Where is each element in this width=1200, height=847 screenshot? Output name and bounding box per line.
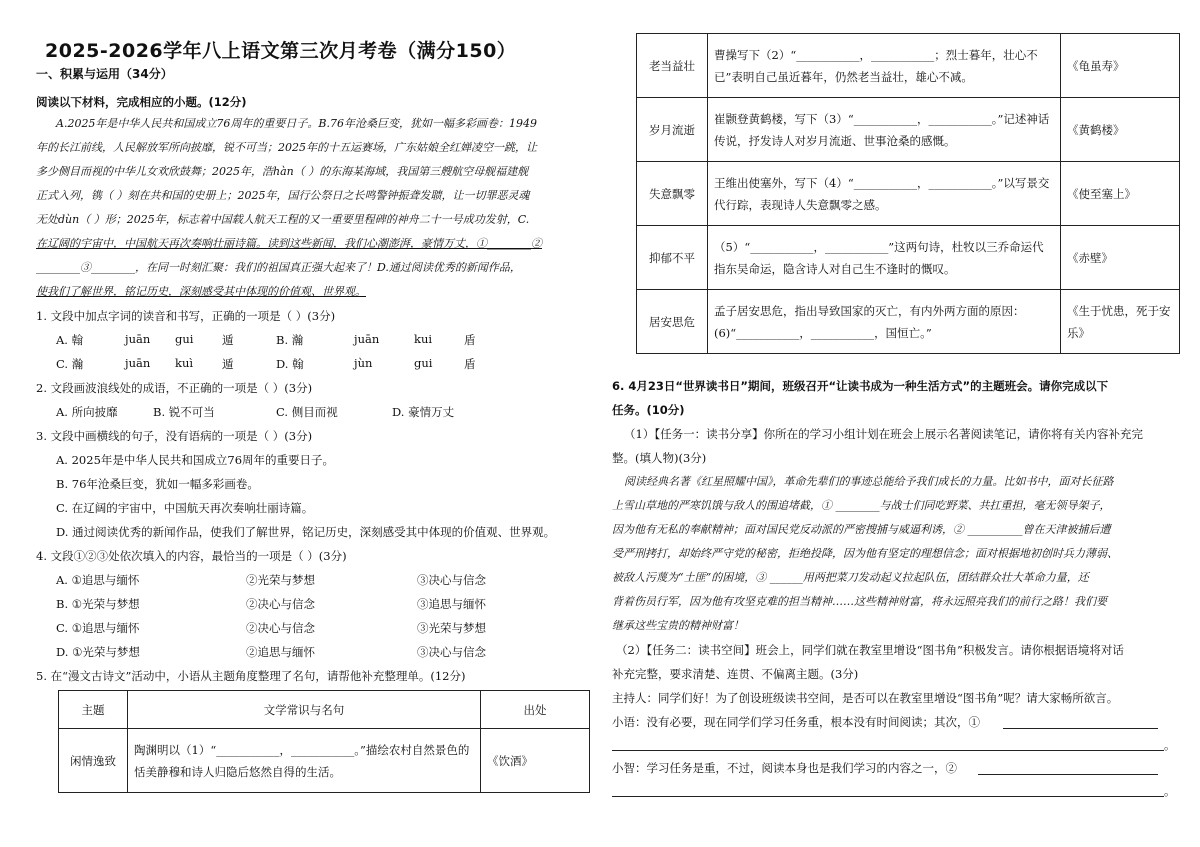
question-5-stem: 5. 在“漫文古诗文”活动中，小语从主题角度整理了名句，请帮他补充整理单。(12分) — [36, 669, 466, 683]
q3-option[interactable]: C. 在辽阔的宇宙中，中国航天再次奏响壮丽诗篇。 — [56, 501, 314, 515]
question-4-stem: 4. 文段①②③处依次填入的内容，最恰当的一项是（ ）(3分) — [36, 549, 347, 563]
table-source: 《黄鹤楼》 — [1061, 98, 1180, 162]
table-header: 文学常识与名句 — [128, 691, 481, 729]
question-6-stem-cont: 任务。(10分) — [612, 403, 685, 417]
passage-line: 无处dùn（ ）形；2025年，标志着中国载人航天工程的又一重要里程碑的神舟二十一号成功发射，C. — [36, 213, 530, 226]
notes-line: 背着伤员行军，因为他有攻坚克难的担当精神……这些精神财富，将永远照亮我们的前行之路！我们要 — [612, 595, 1107, 608]
q1-option[interactable]: C. 瀚 — [56, 357, 84, 371]
q4-option-part: ③决心与信念 — [417, 573, 486, 587]
table-text[interactable]: （5）“___________，___________”这两句诗，杜牧以三乔命运代指东吴命运，隐含诗人对自己生不逢时的慨叹。 — [708, 226, 1061, 290]
q3-option[interactable]: D. 通过阅读优秀的新闻作品，使我们了解世界，铭记历史，深刻感受其中体现的价值观、世界观。 — [56, 525, 556, 539]
q4-option-part: ②光荣与梦想 — [246, 573, 315, 587]
answer-blank-1[interactable] — [1003, 728, 1158, 729]
q1-option-part: juān — [354, 332, 380, 346]
q2-option[interactable]: C. 侧目而视 — [276, 405, 338, 419]
period-mark: 。 — [1164, 784, 1176, 798]
passage-line: 年的长江前线，人民解放军所向披靡，锐不可当；2025年的十五运赛场，广东姑娘全红婵凌空一跳，让 — [36, 141, 537, 154]
q4-option[interactable]: C. ①追思与缅怀 — [56, 621, 140, 635]
table-theme: 失意飘零 — [637, 162, 708, 226]
q1-option-part: gui — [414, 356, 433, 370]
table-theme: 抑郁不平 — [637, 226, 708, 290]
table-source: 《龟虽寿》 — [1061, 34, 1180, 98]
answer-blank-2-cont[interactable] — [612, 796, 1164, 797]
q2-option[interactable]: A. 所向披靡 — [56, 405, 118, 419]
table-source: 《生于忧患，死于安乐》 — [1061, 290, 1180, 354]
q4-option[interactable]: D. ①光荣与梦想 — [56, 645, 140, 659]
dialog-xiaozhi: 小智：学习任务是重，不过，阅读本身也是我们学习的内容之一，② — [612, 761, 957, 775]
q4-option-part: ③决心与信念 — [417, 645, 486, 659]
poem-table-right — [636, 33, 1180, 354]
q4-option-part: ③光荣与梦想 — [417, 621, 486, 635]
notes-line: 阅读经典名著《红星照耀中国》，革命先辈们的事迹总能给予我们成长的力量。比如书中，面对长征路 — [624, 475, 1114, 488]
table-header: 主题 — [59, 691, 128, 729]
q1-option-part: 遁 — [222, 357, 234, 371]
table-theme: 岁月流逝 — [637, 98, 708, 162]
reading-intro: 阅读以下材料，完成相应的小题。(12分) — [36, 95, 247, 109]
section-heading: 一、积累与运用（34分） — [36, 67, 173, 81]
q4-option-part: ②决心与信念 — [246, 621, 315, 635]
table-theme: 闲情逸致 — [59, 729, 128, 793]
q1-option-part: 遁 — [222, 333, 234, 347]
dialog-host: 主持人：同学们好！为了创设班级读书空间，是否可以在教室里增设“图书角”呢？请大家畅所欲言。 — [612, 691, 1119, 705]
notes-line[interactable]: 被敌人污蔑为“土匪”的困境，③ ______用两把菜刀发动起义拉起队伍，团结群众壮大革命力量，还 — [612, 571, 1089, 584]
table-source: 《使至塞上》 — [1061, 162, 1180, 226]
q4-option-part: ③追思与缅怀 — [417, 597, 486, 611]
q1-option-part: kuì — [175, 356, 194, 370]
q1-option-part: kui — [414, 332, 433, 346]
passage-line: 多少侧目而视的中华儿女欢欣鼓舞；2025年，浩hàn（ ）的东海某海域，我国第三艘航空母舰福建舰 — [36, 165, 529, 178]
q1-option-part: 盾 — [464, 357, 476, 371]
table-header: 出处 — [481, 691, 590, 729]
q2-option[interactable]: D. 豪情万丈 — [392, 405, 455, 419]
table-text[interactable]: 陶渊明以（1）“___________，___________。”描绘农村自然景色的恬美静穆和诗人归隐后悠然自得的生活。 — [128, 729, 481, 793]
passage-line: ________③________，在同一时刻汇聚：我们的祖国真正强大起来了！D.通过阅读优秀的新闻作品， — [36, 261, 521, 274]
q4-option[interactable]: A. ①追思与缅怀 — [56, 573, 140, 587]
q3-option[interactable]: B. 76年沧桑巨变，犹如一幅多彩画卷。 — [56, 477, 259, 491]
period-mark: 。 — [1164, 738, 1176, 752]
question-2-stem: 2. 文段画波浪线处的成语，不正确的一项是（ ）(3分) — [36, 381, 313, 395]
answer-blank-2[interactable] — [978, 774, 1158, 775]
question-3-stem: 3. 文段中画横线的句子，没有语病的一项是（ ）(3分) — [36, 429, 313, 443]
q1-option-part: gui — [175, 332, 194, 346]
table-text[interactable]: 崔颢登黄鹤楼，写下（3）“___________，___________。”记述神话传说，抒发诗人对岁月流逝、世事沧桑的感慨。 — [708, 98, 1061, 162]
q1-option-part: juān — [125, 332, 151, 346]
dialog-xiaoyu: 小语：没有必要，现在同学们学习任务重，根本没有时间阅读；其次，① — [612, 715, 980, 729]
q4-option-part: ②追思与缅怀 — [246, 645, 315, 659]
passage-line: 正式入列，镌（ ）刻在共和国的史册上；2025年，国行公祭日之长鸣警钟振聋发聩，让一切罪恶灵魂 — [36, 189, 530, 202]
table-source: 《赤壁》 — [1061, 226, 1180, 290]
table-text[interactable]: 曹操写下（2）“___________，___________；烈士暮年，壮心不已”表明自己虽近暮年，仍然老当益壮，雄心不减。 — [708, 34, 1061, 98]
notes-line[interactable]: 因为他有无私的奉献精神；面对国民党反动派的严密搜捕与威逼利诱，② __________曾在天津被捕后遭 — [612, 523, 1111, 536]
task1-text: 整。(填人物)(3分) — [612, 451, 707, 465]
question-1-stem: 1. 文段中加点字词的读音和书写，正确的一项是（ ）(3分) — [36, 309, 336, 323]
notes-line[interactable]: 上雪山草地的严寒饥饿与敌人的围追堵截，① ________与战士们同吃野菜、共扛重担，毫无领导架子， — [612, 499, 1111, 512]
q4-option-part: ②决心与信念 — [246, 597, 315, 611]
passage-line: A.2025年是中华人民共和国成立76周年的重要日子。B.76年沧桑巨变，犹如一幅多彩画卷：1949 — [56, 117, 538, 130]
notes-line: 继承这些宝贵的精神财富！ — [612, 619, 744, 632]
q1-option[interactable]: A. 翰 — [56, 333, 84, 347]
page-title: 2025-2026学年八上语文第三次月考卷（满分150） — [45, 40, 517, 62]
q1-option-part: jùn — [354, 356, 373, 370]
table-theme: 居安思危 — [637, 290, 708, 354]
task1-text: （1）【任务一：读书分享】你所在的学习小组计划在班会上展示名著阅读笔记，请你将有关内容补充完 — [624, 427, 1144, 441]
q4-option[interactable]: B. ①光荣与梦想 — [56, 597, 140, 611]
poem-table-left — [58, 690, 590, 793]
table-text[interactable]: 王维出使塞外，写下（4）“___________，___________。”以写景交代行踪，表现诗人失意飘零之感。 — [708, 162, 1061, 226]
table-source: 《饮酒》 — [481, 729, 590, 793]
answer-blank-1-cont[interactable] — [612, 750, 1164, 751]
task2-text: 补充完整，要求清楚、连贯、不偏离主题。(3分) — [612, 667, 859, 681]
q1-option-part: juān — [125, 356, 151, 370]
table-text[interactable]: 孟子居安思危，指出导致国家的灭亡，有内外两方面的原因：(6)“___________，___________，国恒亡。” — [708, 290, 1061, 354]
q1-option[interactable]: B. 瀚 — [276, 333, 304, 347]
passage-line: 在辽阔的宇宙中，中国航天再次奏响壮丽诗篇。读到这些新闻，我们心潮澎湃，豪情万丈，①________② — [36, 237, 542, 250]
task2-text: （2）【任务二：读书空间】班会上，同学们就在教室里增设“图书角”积极发言。请你根据语境将对话 — [616, 643, 1124, 657]
passage-line: 使我们了解世界，铭记历史，深刻感受其中体现的价值观、世界观。 — [36, 285, 366, 298]
q3-option[interactable]: A. 2025年是中华人民共和国成立76周年的重要日子。 — [56, 453, 335, 467]
q1-option[interactable]: D. 翰 — [276, 357, 304, 371]
table-theme: 老当益壮 — [637, 34, 708, 98]
q1-option-part: 盾 — [464, 333, 476, 347]
notes-line: 受严刑拷打，却始终严守党的秘密，拒绝投降，因为他有坚定的理想信念；面对根据地初创时兵力薄弱、 — [612, 547, 1118, 560]
question-6-stem: 6. 4月23日“世界读书日”期间，班级召开“让读书成为一种生活方式”的主题班会。请你完成以下 — [612, 379, 1109, 393]
q2-option[interactable]: B. 锐不可当 — [153, 405, 215, 419]
